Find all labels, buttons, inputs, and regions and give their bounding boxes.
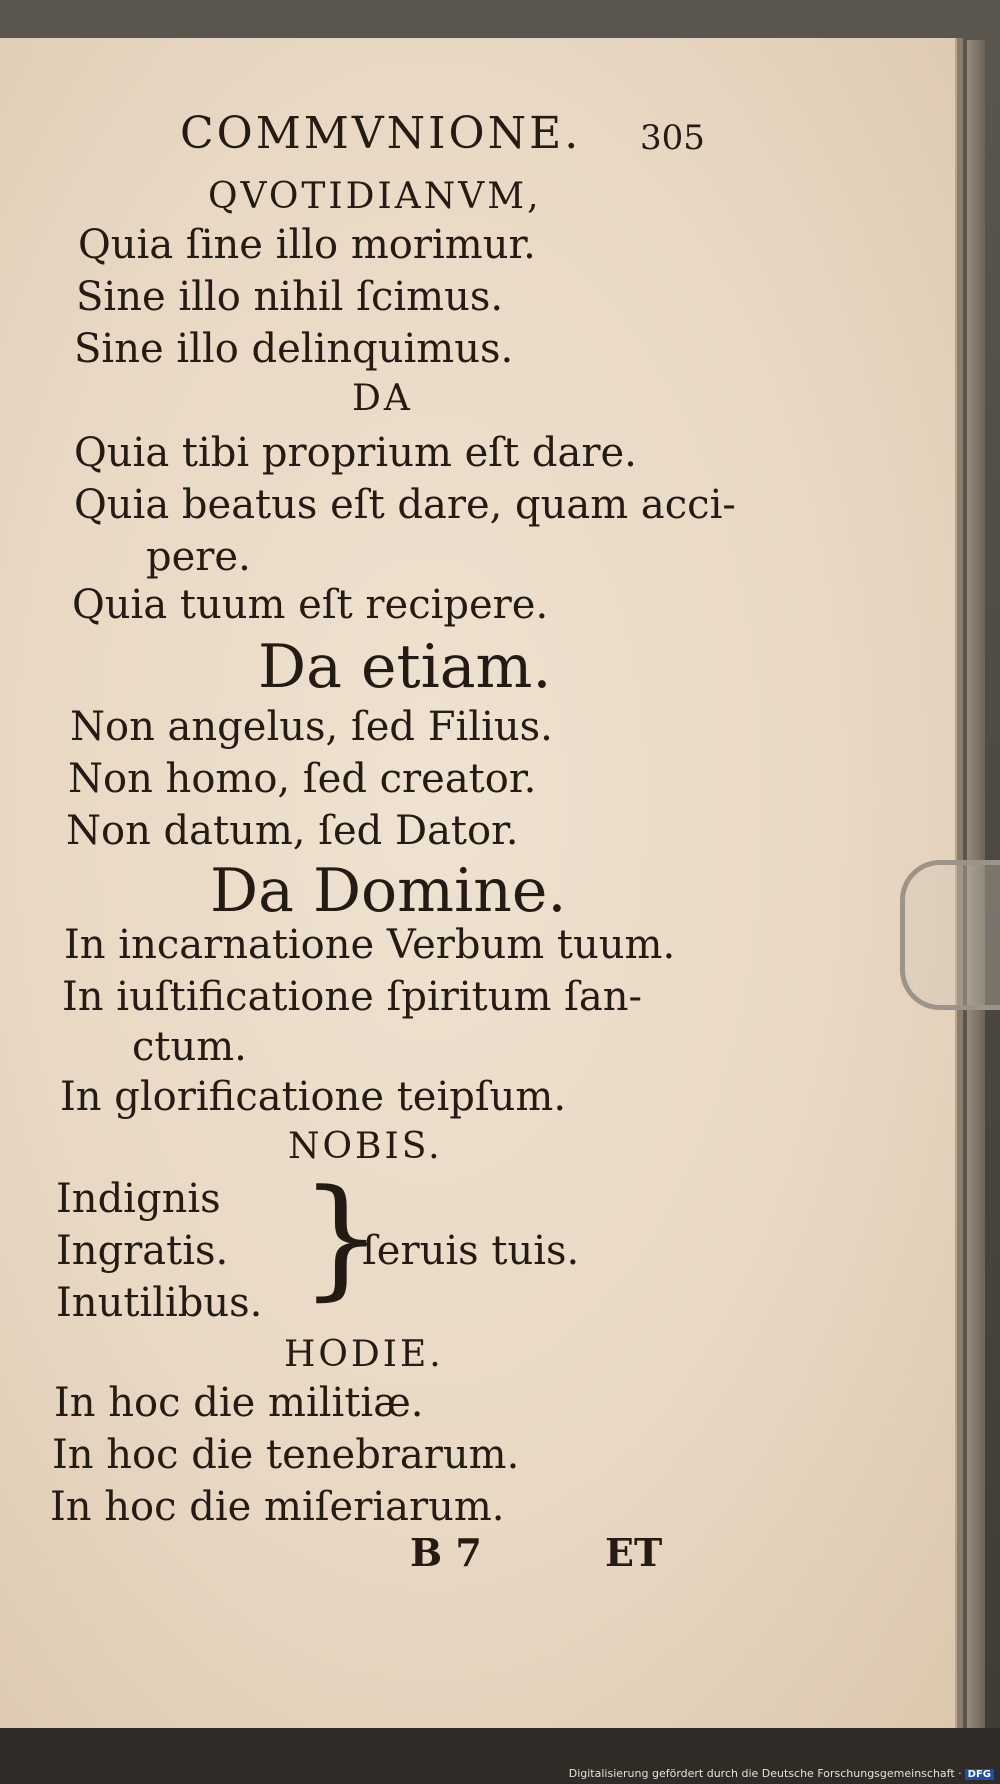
heading-quotidianum: QVOTIDIANVM, [208,176,542,217]
text-line: Quia ſine illo morimur. [78,222,536,268]
text-line: In iuſtificatione ſpiritum ſan- [62,974,643,1020]
heading-nobis: NOBIS. [288,1126,443,1167]
digitization-credit [569,1767,994,1780]
text-line: Sine illo nihil ſcimus. [76,274,504,320]
text-line: Inutilibus. [56,1280,263,1326]
text-line: Non angelus, ſed Filius. [70,704,553,750]
text-line: ctum. [132,1024,247,1070]
text-line: Sine illo delinquimus. [74,326,514,372]
text-line: Quia beatus eſt dare, quam acci- [74,482,736,528]
text-line: pere. [146,534,251,580]
signature-mark: B 7 [410,1530,482,1575]
clasp-strap [900,860,1000,1010]
heading-da-etiam: Da etiam. [258,632,552,702]
brace-glyph: } [300,1161,383,1313]
text-line: In incarnatione Verbum tuum. [64,922,676,968]
bottom-bar [0,1728,1000,1784]
text-line: Indignis [56,1176,221,1222]
text-line: In hoc die miſeriarum. [50,1484,505,1530]
text-line: In hoc die militiæ. [54,1380,424,1426]
catchword: ET [605,1530,663,1575]
text-line: Quia tibi proprium eſt dare. [74,430,637,476]
text-line: Non datum, ſed Dator. [66,808,519,854]
text-line: In glorificatione teipſum. [60,1074,567,1120]
heading-hodie: HODIE. [284,1334,444,1375]
text-line: In hoc die tenebrarum. [52,1432,520,1478]
heading-da: DA [352,378,413,419]
text-line: Ingratis. [56,1228,229,1274]
text-line: Quia tuum eſt recipere. [72,582,549,628]
heading-da-domine: Da Domine. [210,856,567,926]
text-line: Non homo, ſed creator. [68,756,537,802]
running-header: COMMVNIONE. [180,108,582,159]
dfg-logo: DFG [965,1769,994,1780]
page-number: 305 [640,118,705,158]
credit-text: Digitalisierung gefördert durch die Deutsche Forschungsgemeinschaft · [568,1767,962,1780]
text-line: ſeruis tuis. [362,1228,580,1274]
